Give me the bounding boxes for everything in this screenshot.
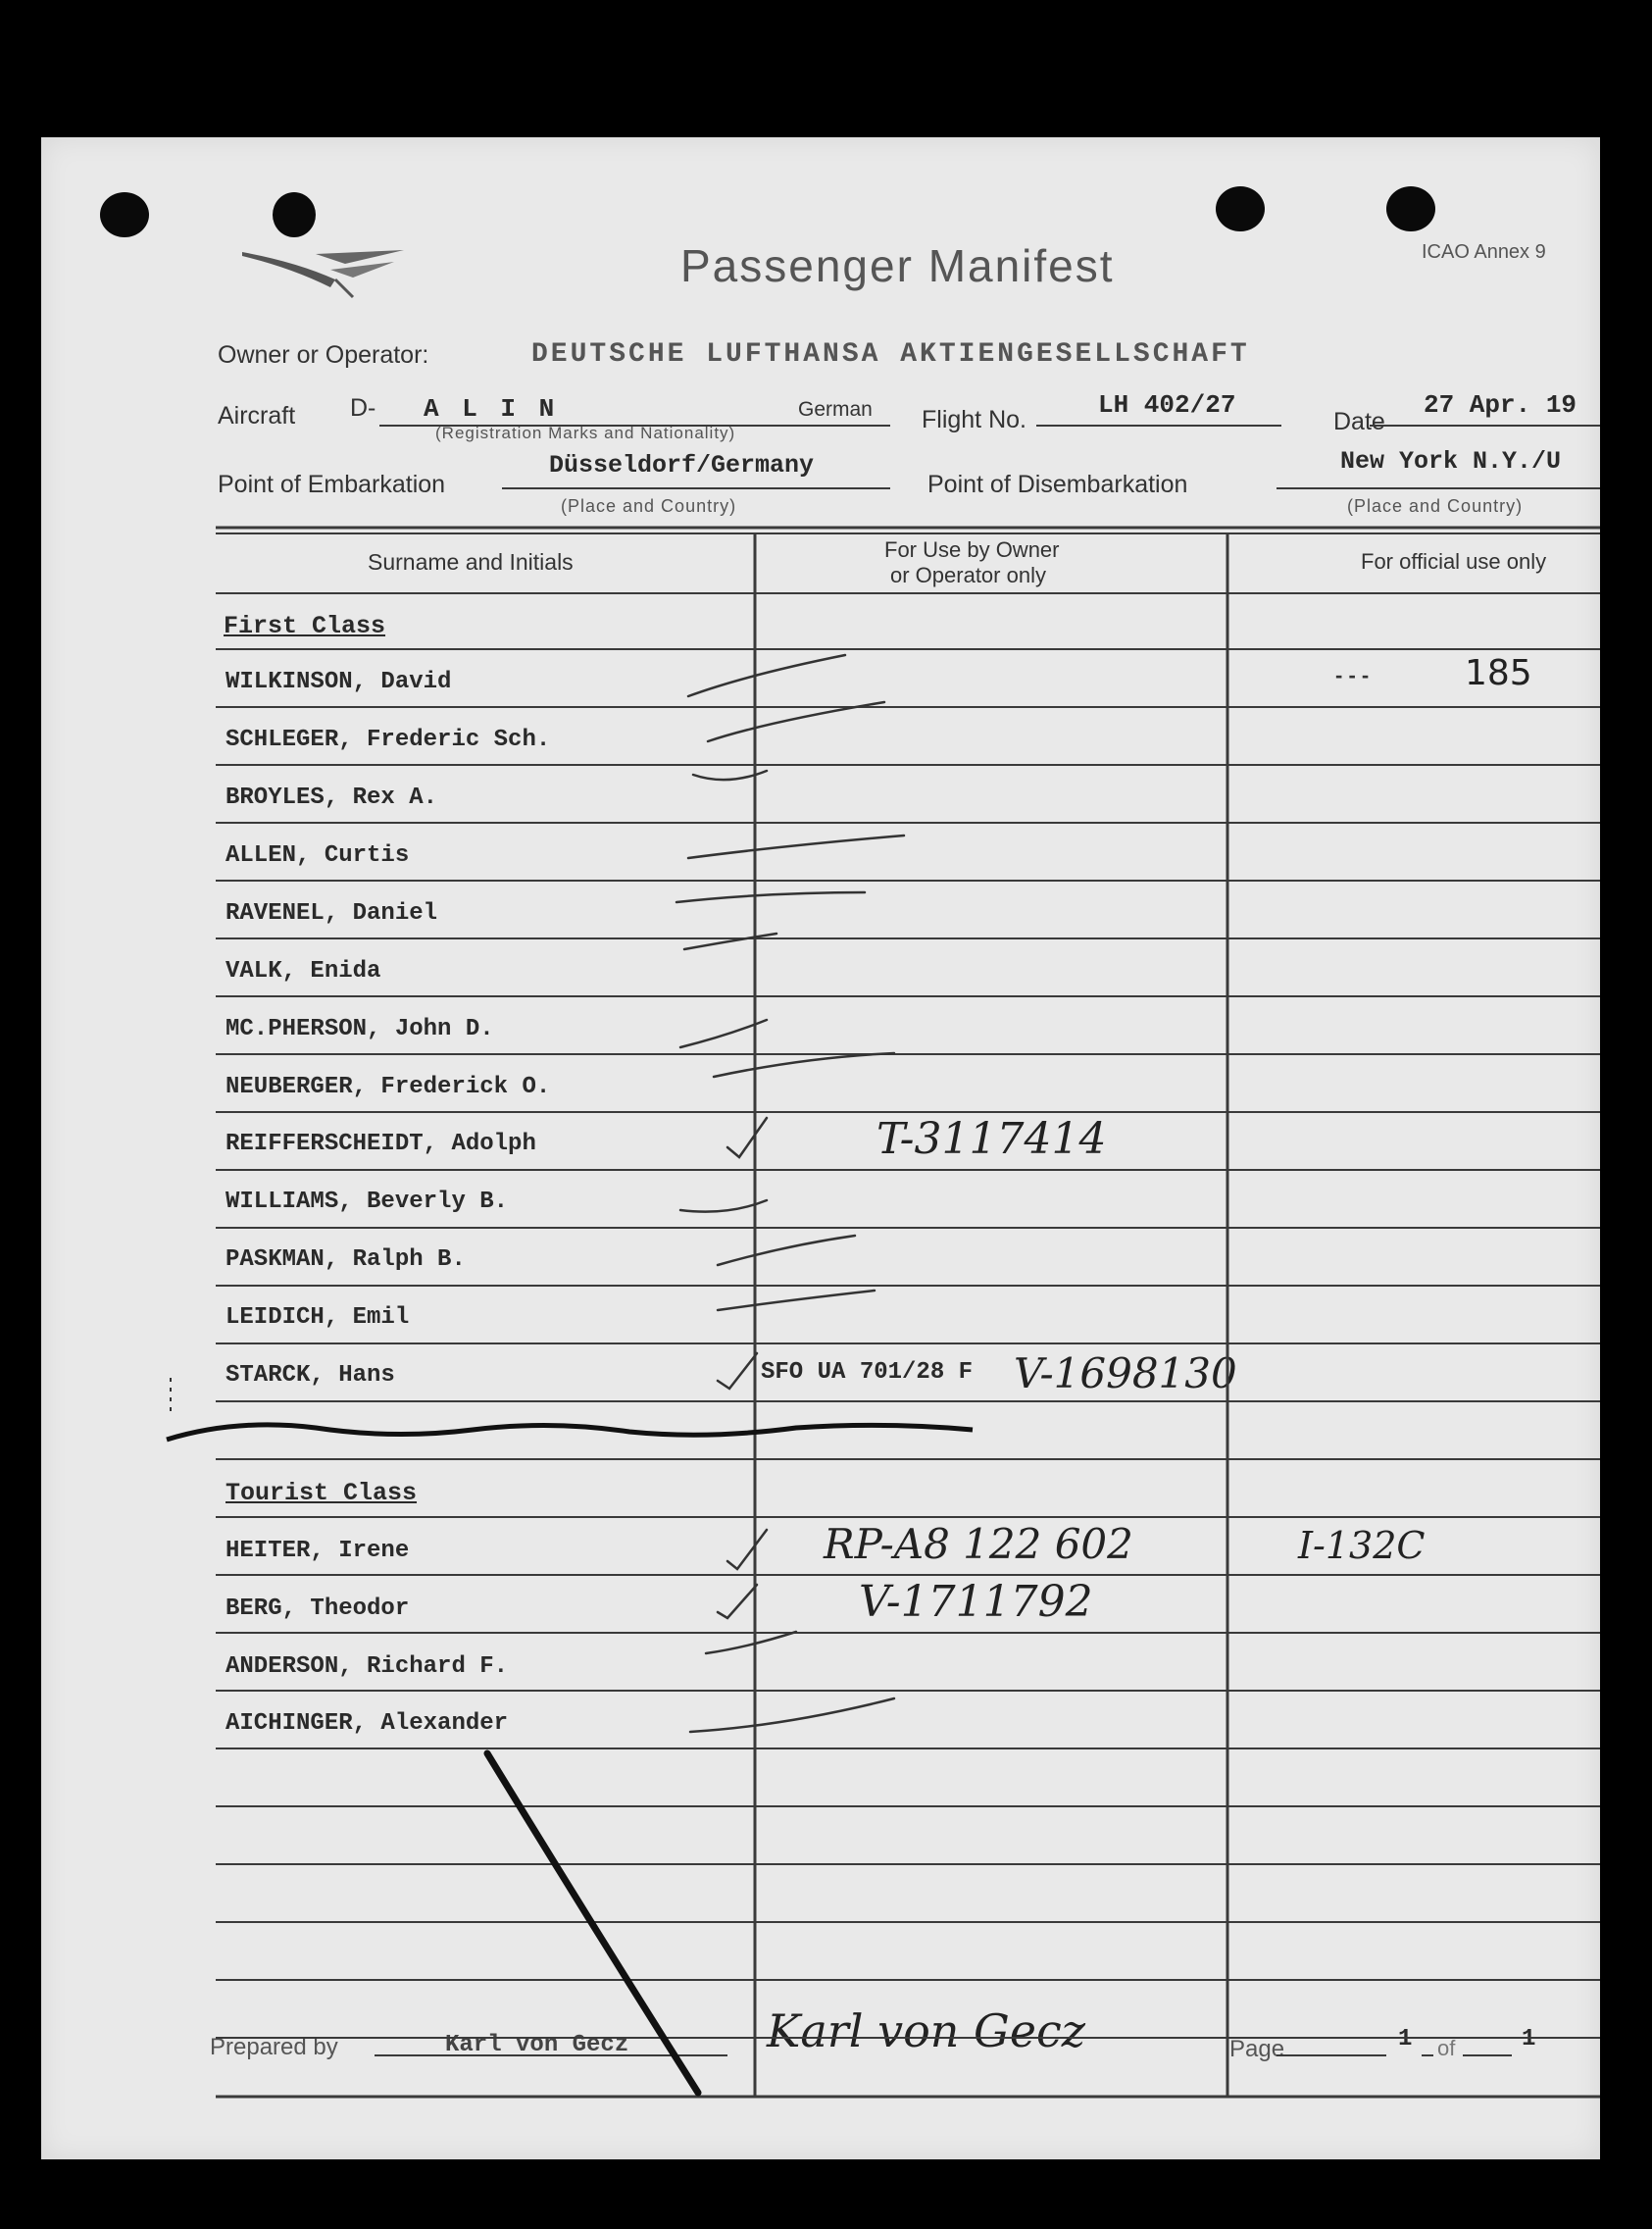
passenger-name: NEUBERGER, Frederick O. <box>225 1074 551 1100</box>
prepared-label: Prepared by <box>210 2034 338 2060</box>
date-value: 27 Apr. 19 <box>1424 390 1577 420</box>
passenger-name: SCHLEGER, Frederic Sch. <box>225 727 551 753</box>
page-total: 1 <box>1522 2026 1536 2052</box>
connecting-flight-note: SFO UA 701/28 F <box>761 1359 974 1386</box>
passenger-name: AICHINGER, Alexander <box>225 1710 509 1737</box>
handwritten-official-mark: I-132C <box>1298 1524 1426 1567</box>
passenger-name: ALLEN, Curtis <box>225 842 410 869</box>
embark-value: Düsseldorf/Germany <box>549 451 815 480</box>
passenger-name: MC.PHERSON, John D. <box>225 1016 494 1042</box>
passenger-name: LEIDICH, Emil <box>225 1304 410 1331</box>
manifest-sheet <box>41 137 1600 2159</box>
column-header-owner-2: or Operator only <box>890 563 1046 587</box>
column-header-official: For official use only <box>1361 549 1547 574</box>
passenger-name: RAVENEL, Daniel <box>225 900 438 927</box>
column-header-owner-1: For Use by Owner <box>884 537 1060 562</box>
disembark-label: Point of Disembarkation <box>927 471 1188 498</box>
passenger-name: PASKMAN, Ralph B. <box>225 1246 466 1273</box>
of-label: of <box>1437 2036 1456 2060</box>
disembark-sub-label: (Place and Country) <box>1347 496 1524 516</box>
embark-label: Point of Embarkation <box>218 471 446 498</box>
column-header-names: Surname and Initials <box>368 549 574 575</box>
passenger-name: BERG, Theodor <box>225 1596 410 1622</box>
passenger-name: WILLIAMS, Beverly B. <box>225 1189 509 1215</box>
signature: Karl von Gecz <box>767 2004 1086 2057</box>
disembark-value: New York N.Y./U <box>1340 447 1562 476</box>
passenger-name: BROYLES, Rex A. <box>225 785 438 811</box>
handwritten-passport: V-1698130 <box>1014 1349 1237 1397</box>
aircraft-prefix: D- <box>350 394 376 422</box>
flight-value: LH 402/27 <box>1098 390 1236 420</box>
page-number: 1 <box>1398 2026 1413 2052</box>
passenger-name: STARCK, Hans <box>225 1362 395 1389</box>
passenger-name: VALK, Enida <box>225 958 381 985</box>
aircraft-label: Aircraft <box>218 402 296 430</box>
embark-sub-label: (Place and Country) <box>561 496 737 516</box>
date-label: Date <box>1333 408 1385 435</box>
tourist-class-heading: Tourist Class <box>225 1479 418 1507</box>
aircraft-reg: A L I N <box>424 394 559 424</box>
aircraft-nationality: German <box>798 398 873 421</box>
prepared-value: Karl von Gecz <box>445 2032 629 2058</box>
official-number: 185 <box>1465 653 1532 693</box>
first-class-heading: First Class <box>224 612 386 640</box>
form-lines <box>41 137 1600 2159</box>
dash-mark: - - - <box>1335 663 1370 687</box>
passenger-name: REIFFERSCHEIDT, Adolph <box>225 1131 536 1157</box>
document-title: Passenger Manifest <box>680 240 1115 291</box>
section-divider <box>167 1425 973 1440</box>
handwritten-passport: T-3117414 <box>876 1114 1107 1164</box>
passenger-name: WILKINSON, David <box>225 669 452 695</box>
owner-value: DEUTSCHE LUFTHANSA AKTIENGESELLSCHAFT <box>531 339 1250 370</box>
owner-label: Owner or Operator: <box>218 341 429 369</box>
annex-label: ICAO Annex 9 <box>1422 241 1546 263</box>
aircraft-sub-label: (Registration Marks and Nationality) <box>435 424 736 442</box>
flight-label: Flight No. <box>922 406 1026 433</box>
handwritten-passport: RP-A8 122 602 <box>824 1520 1133 1568</box>
page-label: Page <box>1229 2036 1285 2062</box>
handwritten-passport: V-1711792 <box>859 1577 1093 1627</box>
passenger-name: HEITER, Irene <box>225 1538 410 1564</box>
passenger-name: ANDERSON, Richard F. <box>225 1653 509 1680</box>
